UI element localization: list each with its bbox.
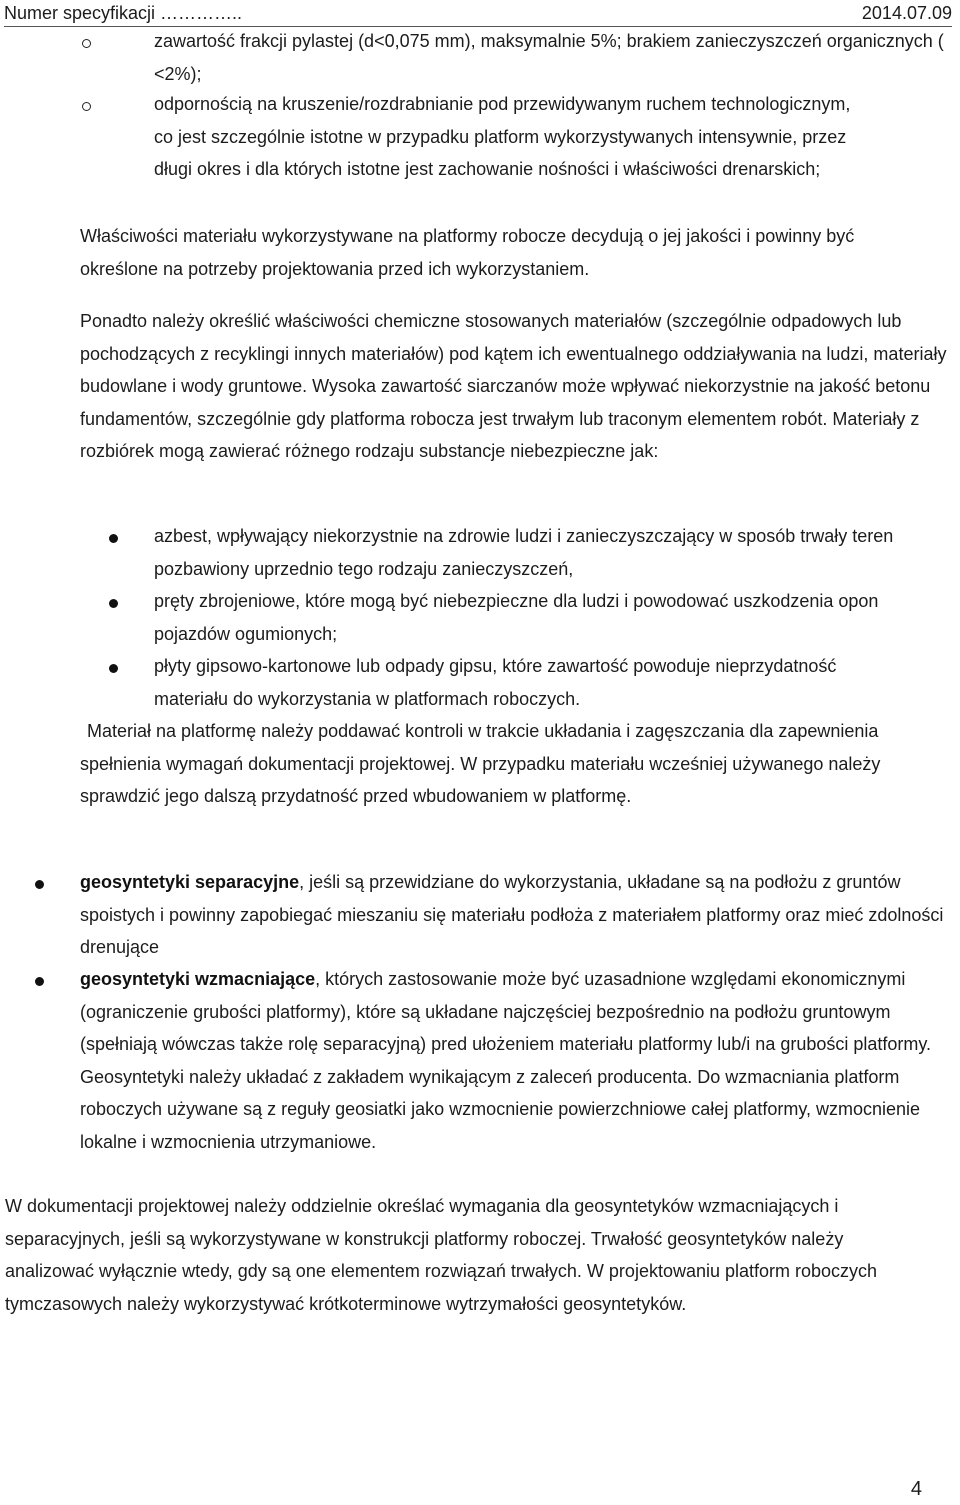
bullet-dot-icon: [109, 664, 118, 673]
list-item: azbest, wpływający niekorzystnie na zdrowie ludzi i zanieczyszczający w sposób trwały teren pozbawiony uprzednio tego rodzaju zanieczyszczeń,: [154, 526, 894, 579]
paragraph-material-control: Materiał na platformę należy poddawać kontroli w trakcie układania i zagęszczania dla zapewnienia spełnienia wymagań dokumentacji projektowej. W przypadku materiału wcześniej używanego należy sprawdzić jego dalszą przydatność przed wbudowaniem w platformę.: [80, 721, 881, 806]
header-date: 2014.07.09: [861, 3, 952, 23]
bullet-dot-icon: [35, 880, 44, 889]
list-item-text: , których zastosowanie może być uzasadnione względami ekonomicznymi (ograniczenie grubości platformy), które są układane najczęściej bezpośrednio na podłożu gruntowym (spełniają wówczas także rolę separacyjną) pred ułożeniem materiału platformy lub/i na grubości platformy. Geosyntetyki należy układać z zakładem wynikającym z zaleceń producenta. Do wzmacniania platform roboczych używane są z reguły geosiatki jako wzmocnienie powierzchniowe całej platformy, wzmocnienie lokalne i wzmocnienia utrzymaniowe.: [80, 969, 932, 1152]
list-item: płyty gipsowo-kartonowe lub odpady gipsu, które zawartość powoduje nieprzydatność materiału do wykorzystania w platformach roboczych.: [154, 656, 837, 709]
circle-bullet-icon: [82, 102, 91, 111]
list-item-reinforcing-geosynthetics: [80, 963, 956, 1158]
list-item-separating-geosynthetics: [80, 866, 950, 964]
list-item: zawartość frakcji pylastej (d<0,075 mm), maksymalnie 5%; brakiem zanieczyszczeń organicznych ( <2%);: [154, 31, 944, 84]
term-reinforcing-geosynthetics: geosyntetyki wzmacniające: [80, 969, 316, 989]
page-header: [4, 0, 952, 27]
spec-number-label: Numer specyfikacji …………..: [4, 3, 243, 23]
list-item: pręty zbrojeniowe, które mogą być niebezpieczne dla ludzi i powodować uszkodzenia opon pojazdów ogumionych;: [154, 591, 879, 644]
paragraph-documentation: W dokumentacji projektowej należy oddzielnie określać wymagania dla geosyntetyków wzmacniających i separacyjnych, jeśli są wykorzystywane w konstrukcji platformy roboczej. Trwałość geosyntetyków należy analizować wyłącznie wtedy, gdy są one elementem rozwiązań trwałych. W projektowaniu platform roboczych tymczasowych należy wykorzystywać krótkoterminowe wytrzymałości geosyntetyków.: [5, 1196, 878, 1314]
circle-bullet-icon: [82, 39, 91, 48]
list-item: odpornością na kruszenie/rozdrabnianie pod przewidywanym ruchem technologicznym, co jest szczególnie istotne w przypadku platform wykorzystywanych intensywnie, przez długi okres i dla których istotne jest zachowanie nośności i właściwości drenarskich;: [154, 94, 851, 179]
bullet-dot-icon: [35, 977, 44, 986]
bullet-dot-icon: [109, 599, 118, 608]
list-item-text: , jeśli są przewidziane do wykorzystania, układane są na podłożu z gruntów spoistych i powinny zapobiegać mieszaniu się materiału podłoża z materiałem platformy oraz mieć zdolności drenujące: [80, 872, 944, 957]
page-number: 4: [910, 1478, 922, 1500]
bullet-dot-icon: [109, 534, 118, 543]
term-separating-geosynthetics: geosyntetyki separacyjne: [80, 872, 300, 892]
paragraph-material-properties: Właściwości materiału wykorzystywane na platformy robocze decydują o jej jakości i powinny być określone na potrzeby projektowania przed ich wykorzystaniem.: [80, 226, 855, 279]
paragraph-chemical-properties: Ponadto należy określić właściwości chemiczne stosowanych materiałów (szczególnie odpadowych lub pochodzących z recyklingi innych materiałów) pod kątem ich ewentualnego oddziaływania na ludzi, materiały budowlane i wody gruntowe. Wysoka zawartość siarczanów może wpływać niekorzystnie na jakość betonu fundamentów, szczególnie gdy platforma robocza jest trwałym lub traconym elementem robót. Materiały z rozbiórek mogą zawierać różnego rodzaju substancje niebezpieczne jak:: [80, 311, 947, 461]
